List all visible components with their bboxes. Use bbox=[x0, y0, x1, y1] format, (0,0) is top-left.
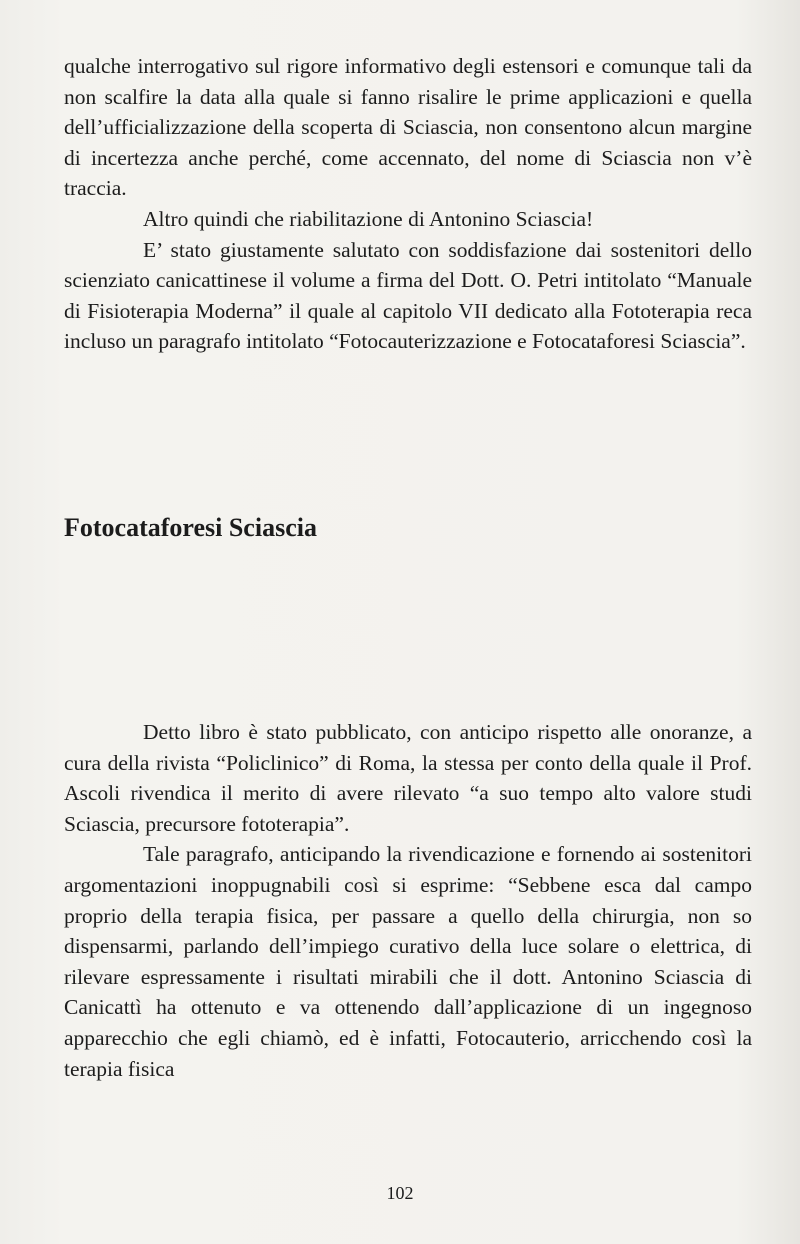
page-number: 102 bbox=[386, 1183, 414, 1203]
paragraph-4: Detto libro è stato pubblicato, con anticipo rispetto alle onoranze, a cura della rivista “Policlinico” di Roma, la stessa per conto della quale il Prof. Ascoli rivendica il merito di avere rilevato “a suo tempo alto valore studi Sciascia, precursore fototerapia”. bbox=[64, 720, 752, 836]
text-block-top bbox=[64, 51, 752, 357]
paragraph-2: Altro quindi che riabilitazione di Antonino Sciascia! bbox=[143, 206, 594, 231]
paragraph-5: Tale paragrafo, anticipando la rivendicazione e fornendo ai sostenitori argomentazioni inoppugnabili così si esprime: “Sebbene esca dal campo proprio della terapia fisica, per passare a quello della chirurgia, non so dispensarmi, parlando dell’impiego curativo della luce solare o elettrica, di rilevare espressamente i risultati mirabili che il dott. Antonino Sciascia di Canicattì ha ottenuto e va ottenendo dall’applicazione di un ingegnoso apparecchio che egli chiamò, ed è infatti, Fotocauterio, arricchendo così la terapia fisica bbox=[64, 842, 752, 1081]
paragraph-1: qualche interrogativo sul rigore informativo degli estensori e comunque tali da non scalfire la data alla quale si fanno risalire le prime applicazioni e quella dell’ufficializzazione della scoperta di Sciascia, non consentono alcun margine di incertezza anche perché, come accennato, del nome di Sciascia non v’è traccia. bbox=[64, 54, 752, 201]
text-block-bottom bbox=[64, 717, 752, 1084]
paragraph-3: E’ stato giustamente salutato con soddisfazione dai sostenitori dello scienziato canicattinese il volume a firma del Dott. O. Petri intitolato “Manuale di Fisioterapia Moderna” il quale al capitolo VII dedicato alla Fototerapia reca incluso un paragrafo intitolato “Fotocauterizzazione e Fotocataforesi Sciascia”. bbox=[64, 237, 752, 354]
section-heading: Fotocataforesi Sciascia bbox=[64, 513, 317, 542]
